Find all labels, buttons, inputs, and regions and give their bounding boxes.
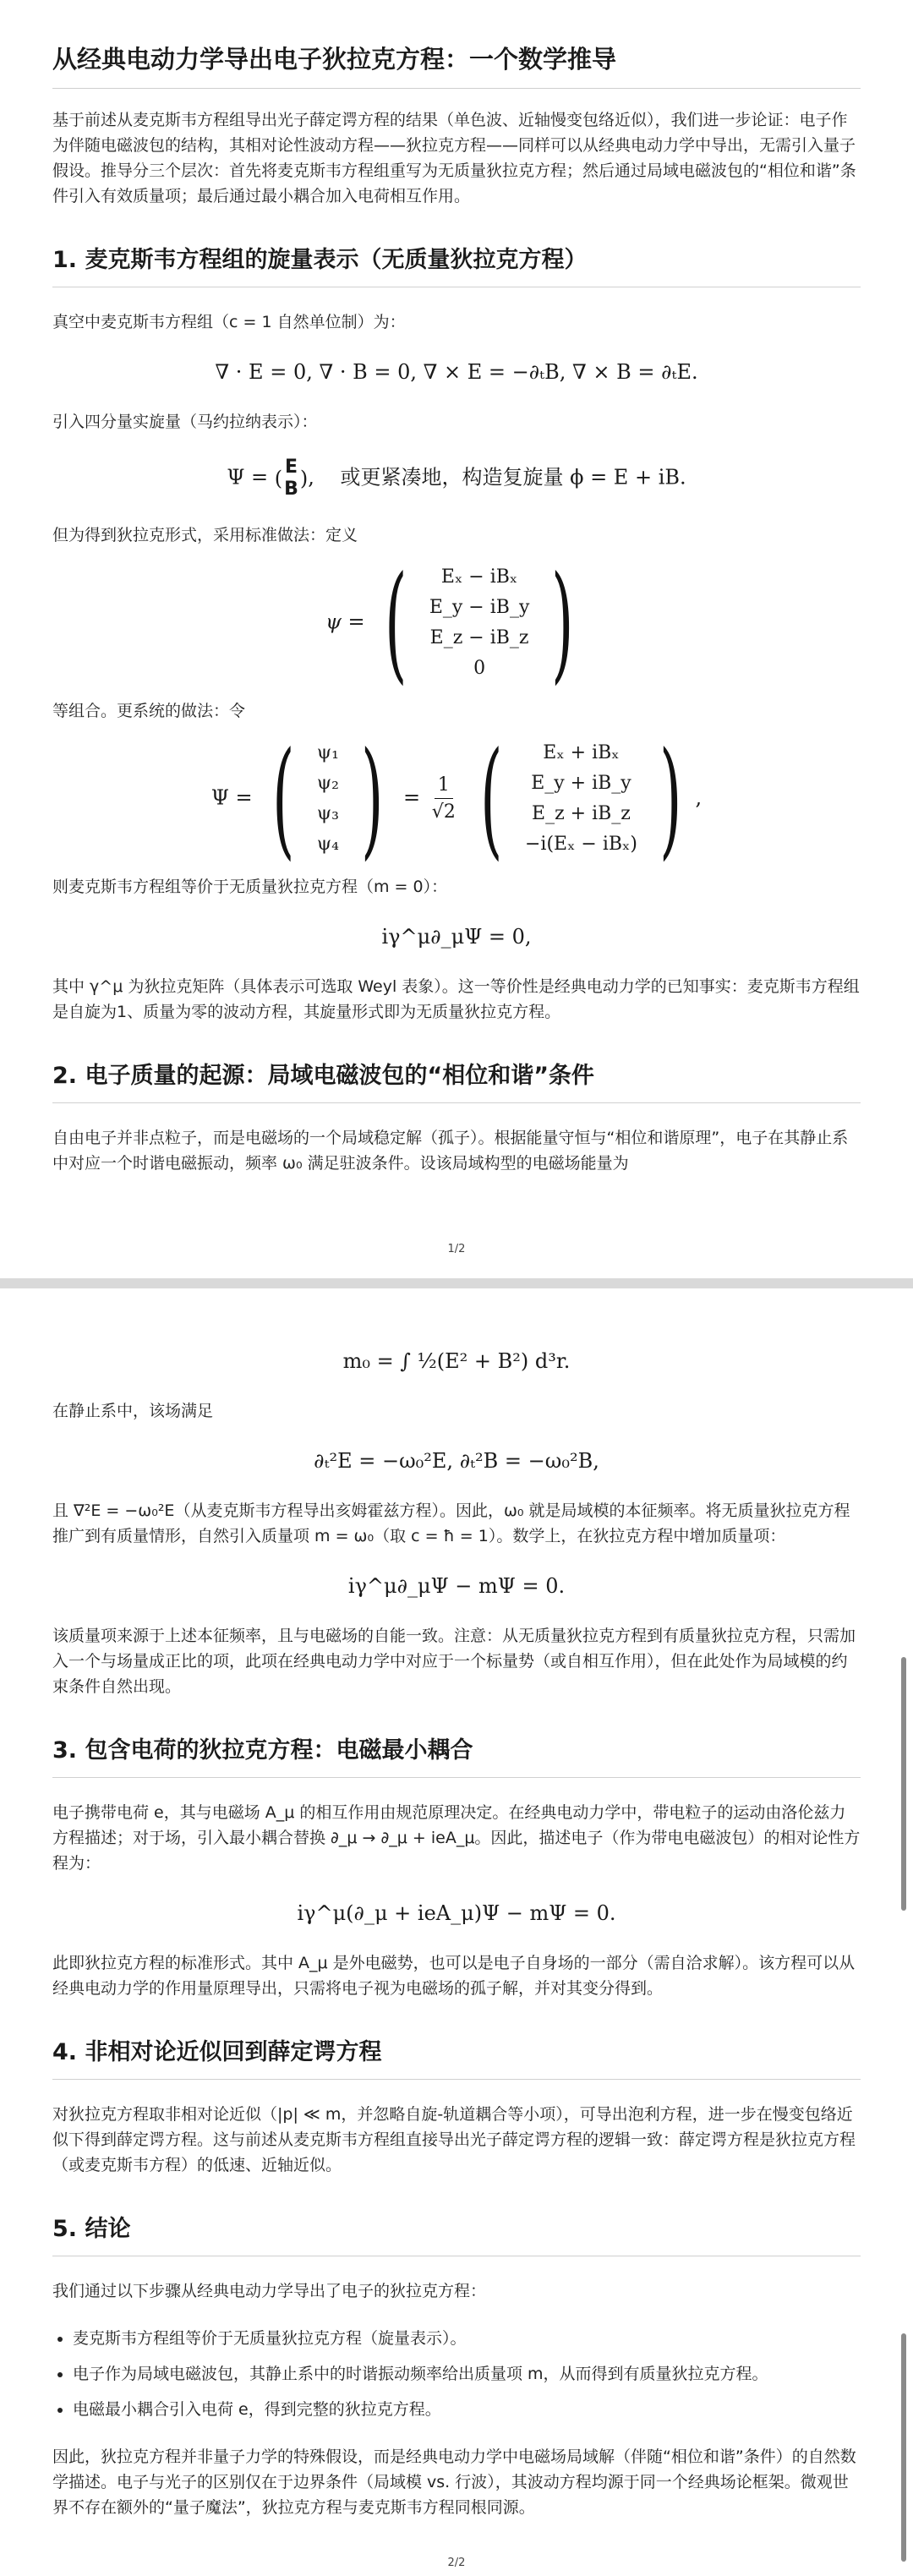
s3-paragraph-1: 电子携带电荷 e，其与电磁场 A_μ 的相互作用由规范原理决定。在经典电动力学中，带电粒子的运动由洛伦兹力方程描述；对于场，引入最小耦合替换 ∂_μ → ∂_μ + ieA_μ。因此，描述电子（作为带电电磁波包）的相对论性方程为：: [52, 1803, 861, 1873]
field-component: E_z + iB_z: [532, 803, 631, 824]
big-psi-component: ψ₁: [316, 742, 339, 763]
psi-vector-equation: ψ = ( Eₓ − iBₓ E_y − iB_y E_z − iB_z 0 ): [325, 550, 574, 697]
big-psi-equation: Ψ = ( ψ₁ ψ₂ ψ₃ ψ₄ ) = $\frac{1}{√2}$ ( Eₓ + iBₓ E_y + iB_y E_z + iB_z −i(Eₓ − iBₓ) ) ,: [210, 725, 703, 872]
big-psi-right-column: [517, 738, 646, 860]
psi-component: E_y − iB_y: [429, 597, 530, 618]
big-psi-component: ψ₄: [316, 834, 339, 855]
field-component: E_y + iB_y: [531, 773, 631, 794]
list-item: • 电子作为局域电磁波包，其静止系中的时谐振动频率给出质量项 m，从而得到有质量狄拉克方程。: [73, 2361, 861, 2387]
spinor-eb-vector: ( E B ): [274, 457, 309, 500]
page-2: [0, 1288, 913, 2576]
page-number: 2/2: [447, 2557, 466, 2569]
document-title: 从经典电动力学导出电子狄拉克方程：一个数学推导: [52, 45, 617, 74]
big-psi-component: ψ₃: [316, 803, 339, 824]
s1-paragraph-6: 其中 γ^μ 为狄拉克矩阵（具体表示可选取 Weyl 表象）。这一等价性是经典电动力学的已知事实：麦克斯韦方程组是自旋为1、质量为零的波动方程，其旋量形式即为无质量狄拉克方程。: [52, 977, 860, 1021]
rest-mass-equation: m₀ = ∫ ½(E² + B²) d³r.: [342, 1349, 571, 1373]
massive-dirac-equation: iγ^μ∂_μΨ − mΨ = 0.: [347, 1574, 566, 1598]
spinor-compact-text: 或更紧凑地，构造复旋量 ϕ = E + iB.: [340, 465, 686, 489]
big-psi-component: ψ₂: [316, 773, 339, 794]
section-2-heading: 2. 电子质量的起源：局域电磁波包的“相位和谐”条件: [52, 1063, 594, 1089]
massless-dirac-equation: iγ^μ∂_μΨ = 0,: [381, 925, 532, 949]
s1-paragraph-2: 引入四分量实旋量（马约拉纳表示）：: [52, 413, 318, 431]
s5-paragraph-2: 因此，狄拉克方程并非量子力学的特殊假设，而是经典电动力学中电磁场局域解（伴随“相位和谐”条件）的自然数学描述。电子与光子的区别仅在于边界条件（局域模 vs. 行波），其波动方程均源于同一个经典场论框架。微观世界不存在额外的“量子魔法”，狄拉克方程与麦克斯韦方程同根同源。: [52, 2447, 856, 2517]
s5-paragraph-1: 我们通过以下步骤从经典电动力学导出了电子的狄拉克方程：: [52, 2282, 487, 2300]
s2-paragraph-1: 自由电子并非点粒子，而是电磁场的一个局域稳定解（孤子）。根据能量守恒与“相位和谐原理”，电子在其静止系中对应一个时谐电磁振动，频率 ω₀ 满足驻波条件。设该局域构型的电磁场能量为: [52, 1129, 849, 1173]
psi-component: Eₓ − iBₓ: [440, 566, 518, 588]
s1-paragraph-1: 真空中麦克斯韦方程组（c = 1 自然单位制）为：: [52, 313, 406, 331]
psi-component: E_z − iB_z: [429, 627, 529, 648]
section-5-heading: 5. 结论: [52, 2216, 131, 2242]
spinor-definition: Ψ = ( E B ), 或更紧凑地，构造复旋量 ϕ = E + iB.: [227, 457, 686, 500]
psi-vector-column: [421, 562, 539, 684]
intro-paragraph: 基于前述从麦克斯韦方程组导出光子薛定谔方程的结果（单色波、近轴慢变包络近似），我们进一步论证：电子作为伴随电磁波包的结构，其相对论性波动方程——狄拉克方程——同样可以从经典电动力学中导出，无需引入量子假设。推导分三个层次：首先将麦克斯韦方程组重写为无质量狄拉克方程；然后通过局域电磁波包的“相位和谐”条件引入有效质量项；最后通过最小耦合加入电荷相互作用。: [52, 111, 856, 205]
page-1: [0, 0, 913, 1278]
list-item: • 电磁最小耦合引入电荷 e，得到完整的狄拉克方程。: [73, 2397, 861, 2422]
scrollbar-thumb[interactable]: [901, 1657, 906, 1911]
s2-paragraph-2: 在静止系中，该场满足: [52, 1402, 214, 1420]
scrollbar-thumb[interactable]: [901, 2333, 906, 2562]
conclusion-list: [52, 2326, 861, 2422]
s1-paragraph-4: 等组合。更系统的做法：令: [52, 702, 246, 720]
s2-paragraph-4: 该质量项来源于上述本征频率，且与电磁场的自能一致。注意：从无质量狄拉克方程到有质量狄拉克方程，只需加入一个与场量成正比的项，此项在经典电动力学中对应于一个标量势（或自相互作用），但在此处作为局域模的约束条件自然出现。: [52, 1627, 856, 1696]
coupled-dirac-equation: iγ^μ(∂_μ + ieA_μ)Ψ − mΨ = 0.: [297, 1901, 616, 1925]
maxwell-equations: ∇ · E = 0, ∇ · B = 0, ∇ × E = −∂ₜB, ∇ × B = ∂ₜE.: [215, 360, 698, 384]
standing-wave-equation: ∂ₜ²E = −ω₀²E, ∂ₜ²B = −ω₀²B,: [314, 1449, 599, 1473]
section-1-heading: 1. 麦克斯韦方程组的旋量表示（无质量狄拉克方程）: [52, 247, 588, 273]
s2-paragraph-3: 且 ∇²E = −ω₀²E（从麦克斯韦方程导出亥姆霍兹方程）。因此，ω₀ 就是局域模的本征频率。将无质量狄拉克方程推广到有质量情形，自然引入质量项 m = ω₀（取 c = ħ = 1）。数学上，在狄拉克方程中增加质量项：: [52, 1501, 850, 1545]
list-item: • 麦克斯韦方程组等价于无质量狄拉克方程（旋量表示）。: [73, 2326, 861, 2351]
big-psi-left-column: [309, 738, 347, 860]
s4-paragraph-1: 对狄拉克方程取非相对论近似（|p| ≪ m，并忽略自旋-轨道耦合等小项），可导出泡利方程，进一步在慢变包络近似下得到薛定谔方程。这与前述从麦克斯韦方程组直接导出光子薛定谔方程的逻辑一致：薛定谔方程是狄拉克方程（或麦克斯韦方程）的低速、近轴近似。: [52, 2105, 856, 2174]
field-component: Eₓ + iBₓ: [543, 742, 620, 763]
s1-paragraph-5: 则麦克斯韦方程组等价于无质量狄拉克方程（m = 0）：: [52, 878, 448, 896]
psi-component: 0: [473, 658, 486, 679]
section-4-heading: 4. 非相对论近似回到薛定谔方程: [52, 2039, 382, 2065]
one-over-root-two: $\frac{1}{√2}$: [431, 774, 456, 823]
s3-paragraph-2: 此即狄拉克方程的标准形式。其中 A_μ 是外电磁势，也可以是电子自身场的一部分（需自洽求解）。该方程可以从经典电动力学的作用量原理导出，只需将电子视为电磁场的孤子解，并对其变分得到。: [52, 1954, 856, 1998]
section-3-heading: 3. 包含电荷的狄拉克方程：电磁最小耦合: [52, 1737, 473, 1764]
field-component: −i(Eₓ − iBₓ): [524, 834, 637, 855]
s1-paragraph-3: 但为得到狄拉克形式，采用标准做法：定义: [52, 526, 358, 544]
page-number: 1/2: [447, 1243, 466, 1255]
